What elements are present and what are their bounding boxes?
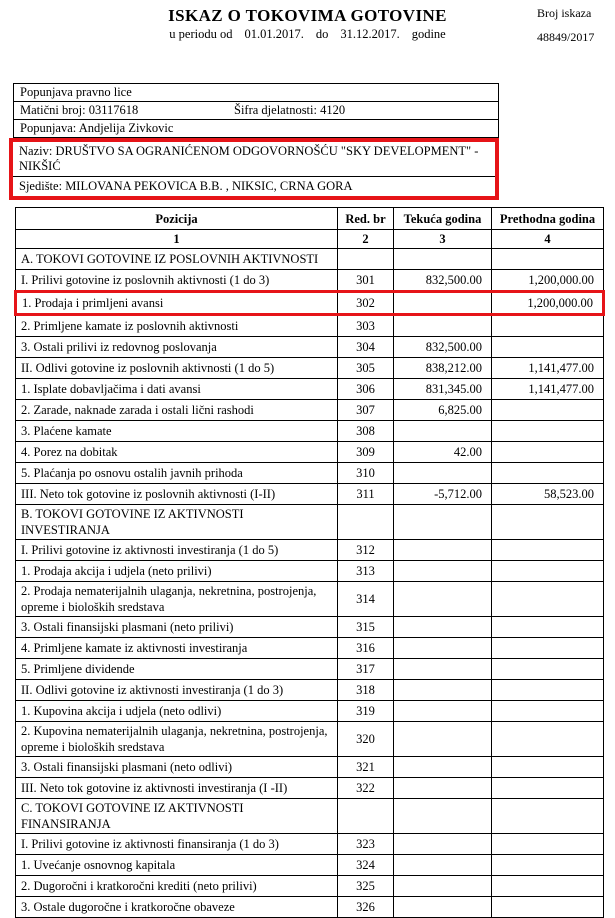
period-from-date: 01.01.2017. xyxy=(244,27,304,41)
table-row-315: 3. Ostali finansijski plasmani (neto prilivi) 315 xyxy=(16,617,604,638)
table-row-304: 3. Ostali prilivi iz redovnog poslovanja 304 832,500.00 xyxy=(16,337,604,358)
column-number-4: 4 xyxy=(492,230,604,249)
column-header-red-br: Red. br xyxy=(338,208,394,230)
preparer-row xyxy=(14,119,498,137)
sifra-djelatnosti-value: 4120 xyxy=(320,103,346,117)
sifra-field xyxy=(234,103,345,118)
table-row-311: III. Neto tok gotovine iz poslovnih aktivnosti (I-II) 311 -5,712.00 58,523.00 xyxy=(16,484,604,505)
period-subtitle xyxy=(0,27,615,45)
sifra-djelatnosti-label: Šifra djelatnosti: xyxy=(234,103,317,117)
table-row-308: 3. Plaćene kamate 308 xyxy=(16,421,604,442)
section-row-c: C. TOKOVI GOTOVINE IZ AKTIVNOSTI FINANSIRANJA xyxy=(16,799,604,834)
table-header-row xyxy=(16,208,604,230)
table-row-306: 1. Isplate dobavljačima i dati avansi 306 831,345.00 1,141,477.00 xyxy=(16,379,604,400)
section-row-b: B. TOKOVI GOTOVINE IZ AKTIVNOSTI INVESTIRANJA xyxy=(16,505,604,540)
column-number-1: 1 xyxy=(16,230,338,249)
maticni-broj-label: Matični broj: xyxy=(20,103,86,117)
filer-type-label: Popunjava pravno lice xyxy=(20,85,132,99)
table-row-312: I. Prilivi gotovine iz aktivnosti investiranja (1 do 5) 312 xyxy=(16,540,604,561)
table-row-318: II. Odlivi gotovine iz aktivnosti investiranja (1 do 3) 318 xyxy=(16,680,604,701)
table-row-314: 2. Prodaja nematerijalnih ulaganja, nekretnina, postrojenja, opreme i bioloških sredstava 314 xyxy=(16,582,604,617)
registration-row xyxy=(14,101,498,119)
company-name-value: DRUŠTVO SA OGRANIĆENOM ODGOVORNOŠĆU "SKY DEVELOPMENT" - NIKŠIĆ xyxy=(19,144,479,174)
report-number-block xyxy=(537,7,603,44)
period-prefix: u periodu od xyxy=(169,27,233,41)
period-suffix: godine xyxy=(411,27,446,41)
page-title: ISKAZ O TOKOVIMA GOTOVINE xyxy=(168,6,447,25)
report-number-label: Broj iskaza xyxy=(537,6,592,20)
preparer-label: Popunjava: xyxy=(20,121,77,135)
column-number-3: 3 xyxy=(394,230,492,249)
maticni-broj-value: 03117618 xyxy=(88,103,139,117)
table-row-319: 1. Kupovina akcija i udjela (neto odlivi) 319 xyxy=(16,701,604,722)
company-name-row xyxy=(13,142,495,177)
table-row-321: 3. Ostali finansijski plasmani (neto odlivi) 321 xyxy=(16,757,604,778)
company-address-value: MILOVANA PEKOVICA B.B. , NIKSIC, CRNA GORA xyxy=(65,178,353,193)
table-row-317: 5. Primljene dividende 317 xyxy=(16,659,604,680)
column-header-prethodna-godina: Prethodna godina xyxy=(492,208,604,230)
column-header-pozicija: Pozicija xyxy=(16,208,338,230)
table-row-322: III. Neto tok gotovine iz aktivnosti investiranja (I -II) 322 xyxy=(16,778,604,799)
preparer-value: Andjelija Zivkovic xyxy=(78,121,174,135)
table-row-303: 2. Primljene kamate iz poslovnih aktivnosti 303 xyxy=(16,315,604,337)
column-header-tekuca-godina: Tekuća godina xyxy=(394,208,492,230)
cash-flow-table xyxy=(14,207,605,918)
column-number-2: 2 xyxy=(338,230,394,249)
table-row-320: 2. Kupovina nematerijalnih ulaganja, nekretnina, postrojenja, opreme i bioloških sredstava 320 xyxy=(16,722,604,757)
company-highlight-box xyxy=(9,138,499,200)
table-row-301: I. Prilivi gotovine iz poslovnih aktivnosti (1 do 3) 301 832,500.00 1,200,000.00 xyxy=(16,270,604,292)
company-address-row xyxy=(13,177,495,196)
company-name-label: Naziv: xyxy=(19,144,53,158)
table-row-307: 2. Zarade, naknade zarada i ostali lični rashodi 307 6,825.00 xyxy=(16,400,604,421)
section-row-a: A. TOKOVI GOTOVINE IZ POSLOVNIH AKTIVNOSTI xyxy=(16,249,604,270)
period-do: do xyxy=(315,27,329,41)
filer-type-row xyxy=(14,84,498,101)
document-header xyxy=(0,0,615,45)
table-row-313: 1. Prodaja akcija i udjela (neto prilivi) 313 xyxy=(16,561,604,582)
period-to-date: 31.12.2017. xyxy=(340,27,400,41)
table-row-305: II. Odlivi gotovine iz poslovnih aktivnosti (1 do 5) 305 838,212.00 1,141,477.00 xyxy=(16,358,604,379)
filer-info-box xyxy=(13,83,499,138)
company-address-label: Sjedište: xyxy=(19,178,63,193)
table-row-316: 4. Primljene kamate iz aktivnosti investiranja 316 xyxy=(16,638,604,659)
table-row-310: 5. Plaćanja po osnovu ostalih javnih prihoda 310 xyxy=(16,463,604,484)
report-number-value: 48849/2017 xyxy=(537,30,595,45)
table-row-323: I. Prilivi gotovine iz aktivnosti finansiranja (1 do 3) 323 xyxy=(16,834,604,855)
table-row-324: 1. Uvećanje osnovnog kapitala 324 xyxy=(16,855,604,876)
table-row-302-highlighted: 1. Prodaja i primljeni avansi 302 1,200,000.00 xyxy=(16,292,604,315)
table-row-325: 2. Dugoročni i kratkoročni krediti (neto prilivi) 325 xyxy=(16,876,604,897)
table-row-326: 3. Ostale dugoročne i kratkoročne obaveze 326 xyxy=(16,897,604,918)
column-number-row xyxy=(16,230,604,249)
table-row-309: 4. Porez na dobitak 309 42.00 xyxy=(16,442,604,463)
